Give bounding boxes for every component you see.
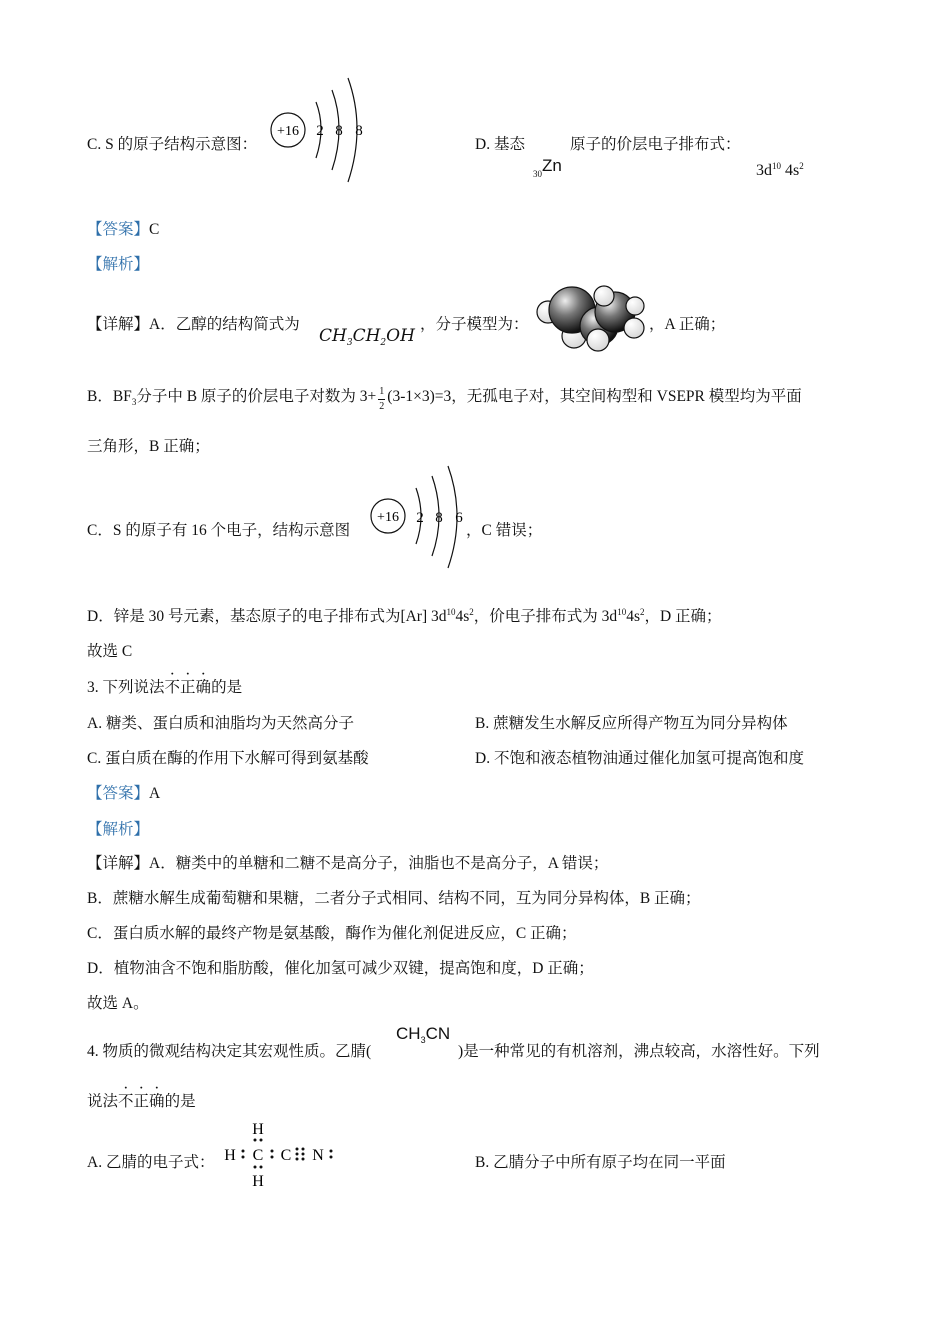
q3-option-a: A. 糖类、蛋白质和油脂均为天然高分子: [87, 715, 354, 732]
q3-conclusion: 故选 A。: [87, 995, 149, 1012]
svg-text:H: H: [224, 1147, 236, 1164]
q4-stem-line2: 说法不正确的是: [87, 1093, 196, 1110]
acetonitrile-lewis-structure: [220, 1118, 340, 1190]
q3-detail-c: C．蛋白质水解的最终产物是氨基酸，酶作为催化剂促进反应，C 正确；: [87, 925, 577, 942]
q3-option-b: B. 蔗糖发生水解反应所得产物互为同分异构体: [475, 715, 788, 732]
sulfur-atom-diagram-286: [366, 464, 476, 574]
svg-text:6: 6: [455, 510, 463, 526]
q3-stem: 3. 下列说法不正确的是: [87, 679, 243, 696]
q2-detail-a-prefix: 【详解】A．乙醇的结构简式为: [87, 316, 300, 333]
acetonitrile-formula: $CH_3CN$: [396, 1024, 451, 1045]
zinc-valence-config: $3d^{10}$ $4s^2$: [756, 161, 804, 179]
q2-option-d-label-b: 原子的价层电子排布式：: [570, 136, 741, 153]
q2-analysis-tag: 【解析】: [87, 256, 150, 273]
q2-detail-b-line1: B．$BF_3$分子中 B 原子的价层电子对数为 3+ $\frac{1}{2}$ (3-1×3)=3，无孤电子对，其空间构型和 VSEPR 模型均为平面: [87, 386, 802, 412]
svg-text:8: 8: [435, 510, 443, 526]
q2-detail-b-line2: 三角形，B 正确；: [87, 438, 210, 455]
q2-option-c-label: C. S 的原子结构示意图：: [87, 136, 258, 153]
q3-option-c: C. 蛋白质在酶的作用下水解可得到氨基酸: [87, 750, 369, 767]
nucleus-label: +16: [277, 124, 299, 139]
q4-option-b: B. 乙腈分子中所有原子均在同一平面: [475, 1154, 726, 1171]
q2-detail-a-mid: ，分子模型为：: [420, 316, 529, 333]
q2-detail-c-text: C．S 的原子有 16 个电子，结构示意图: [87, 522, 351, 539]
svg-text:2: 2: [416, 510, 424, 526]
shell-3-count: 8: [355, 123, 363, 139]
q3-option-d: D. 不饱和液态植物油通过催化加氢可提高饱和度: [475, 750, 804, 767]
q4-stem-a: 4. 物质的微观结构决定其宏观性质。乙腈(: [87, 1043, 372, 1060]
q2-detail-a-end: ，A 正确；: [649, 316, 726, 333]
q4-stem-b: )是一种常见的有机溶剂，沸点较高，水溶性好。下列: [458, 1043, 820, 1060]
svg-text:H: H: [252, 1173, 264, 1190]
fraction-one-half: $\frac{1}{2}$: [379, 386, 385, 412]
svg-text:C: C: [252, 1147, 264, 1164]
zinc-symbol: $_{30}$Zn: [533, 156, 562, 179]
svg-text:H: H: [252, 1121, 264, 1138]
ethanol-space-filling-model-image: [534, 284, 649, 356]
q3-answer: 【答案】A: [87, 785, 161, 802]
q2-detail-d: D．锌是 30 号元素，基态原子的电子排布式为[Ar] $3d^{10}4s^2$，价电子排布式为 $3d^{10}4s^2$，D 正确；: [87, 607, 722, 625]
q3-analysis-tag: 【解析】: [87, 821, 150, 838]
sulfur-atom-diagram-288: [266, 76, 376, 186]
q2-answer: 【答案】C: [87, 221, 160, 238]
q3-detail-a: 【详解】A．糖类中的单糖和二糖不是高分子，油脂也不是高分子，A 错误；: [87, 855, 609, 872]
q2-option-d-label: D. 基态: [475, 136, 525, 153]
shell-1-count: 2: [316, 123, 324, 139]
ethanol-formula: $CH_3CH_2OH$: [319, 326, 415, 348]
svg-text:C: C: [280, 1147, 292, 1164]
q4-option-a: A. 乙腈的电子式：: [87, 1154, 215, 1171]
q2-detail-c-end: ，C 错误；: [466, 522, 543, 539]
shell-2-count: 8: [335, 123, 343, 139]
q3-detail-b: B．蔗糖水解生成葡萄糖和果糖，二者分子式相同、结构不同，互为同分异构体，B 正确；: [87, 890, 701, 907]
svg-text:+16: +16: [377, 510, 399, 525]
q2-conclusion: 故选 C: [87, 643, 133, 660]
q3-detail-d: D．植物油含不饱和脂肪酸，催化加氢可减少双键，提高饱和度，D 正确；: [87, 960, 594, 977]
svg-text:N: N: [312, 1147, 324, 1164]
